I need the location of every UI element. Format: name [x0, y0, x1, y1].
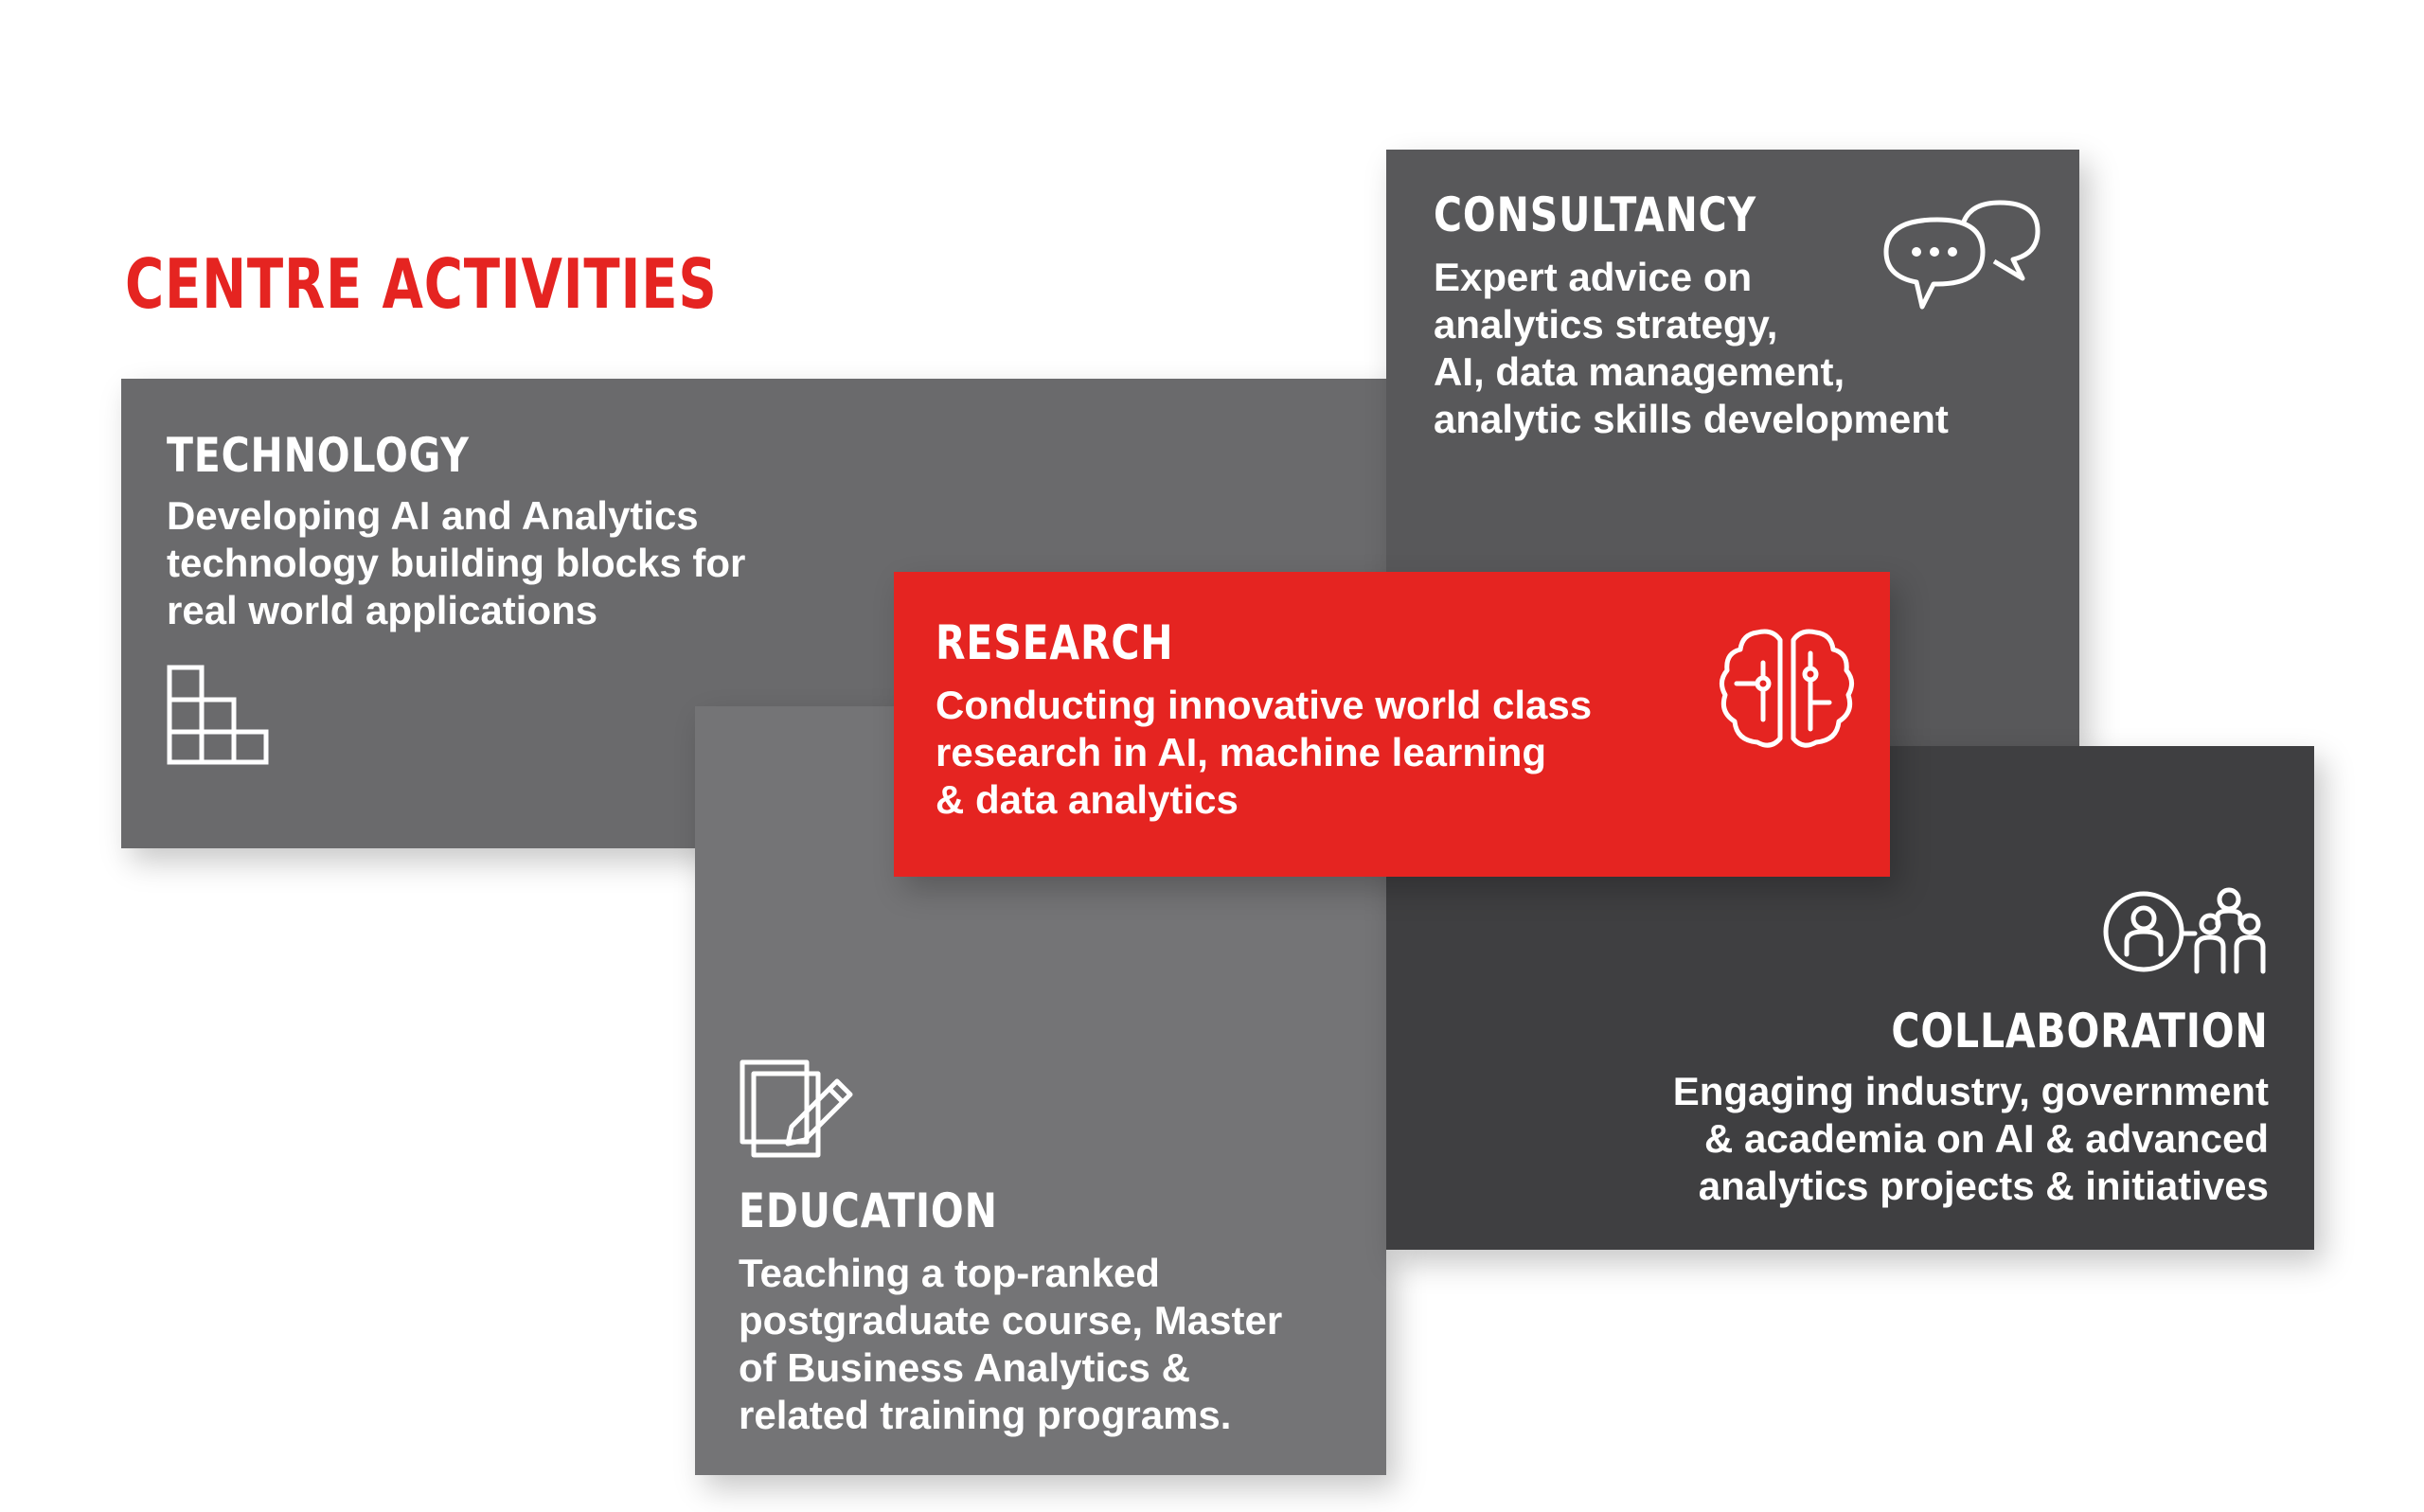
- speech-bubbles-icon: [1880, 197, 2041, 312]
- collaboration-line: & academia on AI & advanced: [1704, 1116, 2269, 1161]
- collaboration-heading: COLLABORATION: [1891, 1004, 2269, 1058]
- consultancy-description: [1434, 254, 1949, 443]
- technology-line: Developing AI and Analytics: [167, 493, 699, 538]
- research-description: [936, 682, 1592, 824]
- brain-circuit-icon: [1716, 625, 1858, 752]
- consultancy-heading: CONSULTANCY: [1434, 187, 1757, 242]
- research-line: & data analytics: [936, 777, 1239, 822]
- consultancy-line: AI, data management,: [1434, 349, 1845, 394]
- consultancy-line: analytics strategy,: [1434, 302, 1778, 347]
- documents-pencil-icon: [739, 1058, 856, 1159]
- collaboration-line: Engaging industry, government: [1672, 1069, 2269, 1113]
- people-group-icon: [2102, 886, 2269, 975]
- education-description: [739, 1250, 1282, 1439]
- research-heading: RESEARCH: [936, 615, 1174, 670]
- page-title: CENTRE ACTIVITIES: [125, 244, 718, 324]
- research-box: [894, 572, 1890, 877]
- technology-heading: TECHNOLOGY: [167, 428, 470, 483]
- technology-line: real world applications: [167, 588, 598, 632]
- consultancy-line: Expert advice on: [1434, 255, 1753, 299]
- education-line: Teaching a top-ranked: [739, 1251, 1160, 1295]
- education-heading: EDUCATION: [739, 1183, 998, 1238]
- education-line: of Business Analytics &: [739, 1345, 1190, 1390]
- technology-description: [167, 492, 745, 634]
- education-line: related training programs.: [739, 1393, 1232, 1437]
- building-blocks-icon: [167, 665, 271, 765]
- collaboration-description: [1673, 1068, 2269, 1210]
- technology-line: technology building blocks for: [167, 541, 746, 585]
- education-line: postgraduate course, Master: [739, 1298, 1283, 1343]
- consultancy-line: analytic skills development: [1434, 397, 1949, 441]
- research-line: research in AI, machine learning: [936, 730, 1547, 774]
- research-line: Conducting innovative world class: [936, 683, 1593, 727]
- collaboration-line: analytics projects & initiatives: [1698, 1164, 2269, 1208]
